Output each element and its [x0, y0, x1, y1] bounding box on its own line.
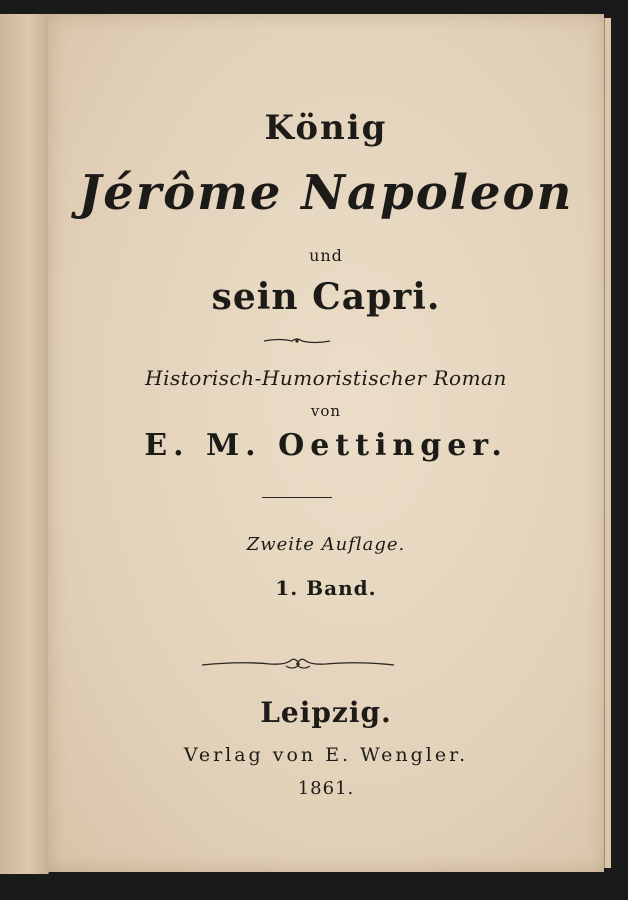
right-page-edge — [604, 18, 611, 868]
by-word: von — [310, 402, 342, 420]
small-ornament-divider — [262, 336, 332, 346]
title-line-und: und — [309, 246, 343, 265]
short-rule-divider — [262, 497, 332, 498]
genre-subtitle: Historisch-Humoristischer Roman — [145, 366, 507, 390]
title-line-jerome-napoleon: Jérôme Napoleon — [78, 165, 574, 221]
publication-year: 1861. — [297, 778, 355, 799]
title-line-capri: sein Capri. — [211, 276, 441, 318]
left-page-edge — [0, 14, 49, 874]
publisher-line: Verlag von E. Wengler. — [183, 744, 469, 766]
publication-place: Leipzig. — [260, 696, 392, 729]
flourish-ornament-divider — [200, 655, 396, 673]
edition-note: Zweite Auflage. — [246, 534, 406, 555]
volume-number: 1. Band. — [275, 576, 377, 600]
title-line-koenig: König — [264, 108, 388, 148]
author-name: E. M. Oettinger. — [144, 428, 508, 463]
